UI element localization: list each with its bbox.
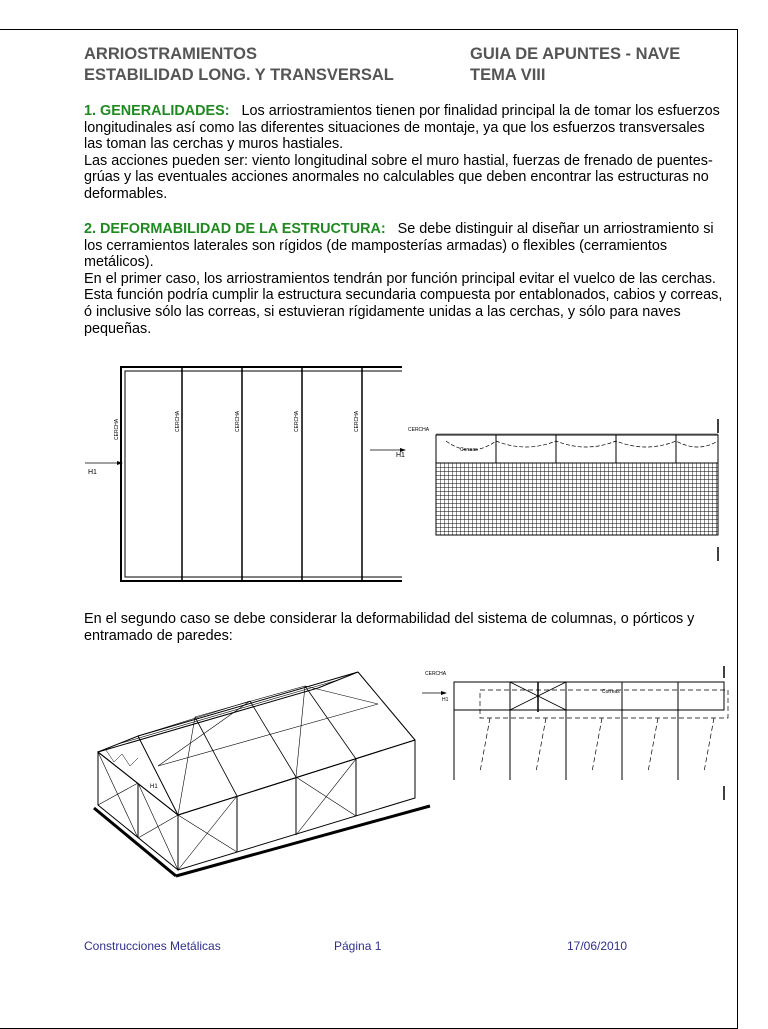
label-cercha-1: CERCHA bbox=[114, 418, 120, 440]
label-cercha-4: CERCHA bbox=[294, 410, 300, 432]
label-correas-bracing: Correas bbox=[602, 689, 620, 695]
generalidades-text-1: Los arriostramientos tienen por finalidad principal la de tomar los esfuerzos longitudinales así como las diferentes situaciones de montaje, ya que los esfuerzos transversales las toman las cerchas y muros hastiales. bbox=[84, 103, 720, 153]
label-h1-bracing: H1 bbox=[442, 697, 449, 703]
header-title-left-1: ARRIOSTRAMIENTOS bbox=[84, 45, 257, 63]
label-h1-elev: H1 bbox=[396, 452, 405, 459]
footer-left: Construcciones Metálicas bbox=[84, 939, 221, 953]
label-cercha-bracing: CERCHA bbox=[425, 671, 447, 677]
figure-elevation-correas bbox=[368, 415, 730, 565]
label-h1: H1 bbox=[88, 469, 97, 476]
section-segundo-caso bbox=[84, 611, 724, 644]
footer-date: 17/06/2010 bbox=[567, 939, 628, 953]
figure-nave-3d bbox=[90, 670, 435, 885]
section-heading-deformabilidad: 2. DEFORMABILIDAD DE LA ESTRUCTURA: bbox=[84, 221, 386, 237]
figure-elevation-bracing bbox=[420, 662, 732, 802]
label-correas-elev: Correas bbox=[460, 447, 478, 453]
header-title-left-2: ESTABILIDAD LONG. Y TRANSVERSAL bbox=[84, 66, 394, 84]
header-title-right-2: TEMA VIII bbox=[470, 66, 546, 84]
section-heading-generalidades: 1. GENERALIDADES: bbox=[84, 103, 230, 119]
deformabilidad-text-2: En el primer caso, los arriostramientos tendrán por función principal evitar el vuelco de las cerchas. Esta función podría cumplir la estructura secundaria compuesta por entablonados, cabios y correas, ó inclusive sólo las correas, si estuvieran rígidamente unidas a las cerchas, y sólo para naves pequeñas. bbox=[84, 270, 723, 337]
section-generalidades bbox=[84, 103, 724, 203]
deformabilidad-text-3: En el segundo caso se debe considerar la deformabilidad del sistema de columnas, o pórticos y entramado de paredes: bbox=[84, 611, 695, 644]
header-title-right-1: GUIA DE APUNTES - NAVE bbox=[470, 45, 681, 63]
deformabilidad-text-1: Se debe distinguir al diseñar un arriostramiento si los cerramientos laterales son rígidos (de mamposterías armadas) o flexibles (cerramientos metálicos). bbox=[84, 221, 714, 271]
label-cercha-elev: CERCHA bbox=[408, 427, 430, 433]
label-cercha-2: CERCHA bbox=[175, 410, 181, 432]
label-cercha-3: CERCHA bbox=[235, 410, 241, 432]
figure-plan-cerchas bbox=[84, 362, 410, 584]
footer-page-number: Página 1 bbox=[334, 939, 382, 953]
label-cercha-5: CERCHA bbox=[354, 410, 360, 432]
section-deformabilidad bbox=[84, 221, 724, 337]
generalidades-text-2: Las acciones pueden ser: viento longitudinal sobre el muro hastial, fuerzas de frenado de puentes-grúas y las eventuales acciones anormales no calculables que deben encontrar las estructuras no deformables. bbox=[84, 152, 713, 202]
label-h1-3d: H1 bbox=[150, 784, 158, 790]
